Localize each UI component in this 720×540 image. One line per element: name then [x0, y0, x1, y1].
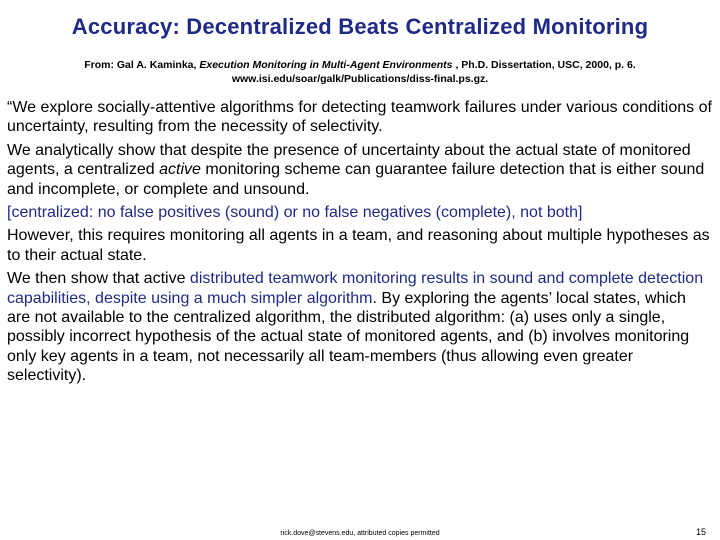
paragraph-distributed-lead: We then show that active: [7, 270, 190, 288]
highlight-distributed: distributed teamwork monitoring results in sound and complete detection capabilities, despite using a much simpler algorithm: [7, 270, 704, 307]
paragraph-centralized: [7, 141, 713, 199]
paragraph-distributed-rest: . By exploring the agents’ local states, which are not available to the centralized algorithm, the distributed algorithm: (a) uses only a single, possibly incorrect hypothesis of the actual state of monitored agents, and (b) involves monitoring only key agents in a team, not necessarily all team-members (thus allowing even greater selectivity).: [7, 289, 690, 385]
citation: [20, 58, 700, 86]
citation-suffix: , Ph.D. Dissertation, USC, 2000, p. 6.: [452, 59, 636, 71]
paragraph-intro: “We explore socially-attentive algorithms for detecting teamwork failures under various conditions of uncertainty, resulting from the necessity of selectivity.: [7, 99, 712, 136]
paragraph-centralized-text: We analytically show that despite the presence of uncertainty about the actual state of monitored agents, a centralized: [7, 141, 691, 179]
citation-work-title: Execution Monitoring in Multi-Agent Environments: [199, 59, 453, 71]
paragraph-distributed: [7, 269, 713, 385]
paragraph-note: [centralized: no false positives (sound) or no false negatives (complete), not both]: [7, 204, 583, 222]
slide-body: [7, 98, 713, 390]
paragraph-centralized-text-end: monitoring scheme can guarantee failure detection that is either sound and incomplete, or complete and unsound.: [7, 161, 705, 198]
page-number: 15: [695, 527, 706, 537]
footer-attribution: rick.dove@stevens.edu, attributed copies permitted: [280, 530, 440, 537]
paragraph-however: However, this requires monitoring all agents in a team, and reasoning about multiple hypotheses as to their actual state.: [7, 227, 710, 264]
citation-prefix: From: Gal A. Kaminka,: [84, 59, 200, 71]
emphasis-active: active: [159, 161, 201, 179]
citation-url: www.isi.edu/soar/galk/Publications/diss-final.ps.gz.: [231, 73, 489, 85]
slide-title: Accuracy: Decentralized Beats Centralized Monitoring: [71, 14, 649, 39]
citation-line: [20, 58, 700, 72]
